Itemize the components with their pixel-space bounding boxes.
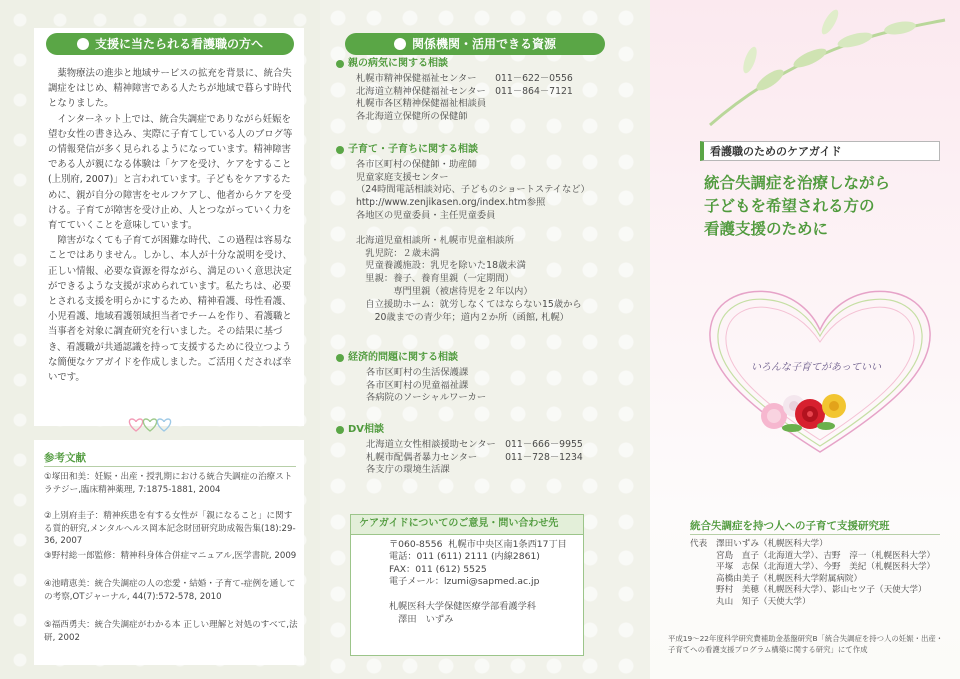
cover-title-line: 看護支援のために <box>704 220 829 238</box>
contact-line: 〒060-8556 札幌市中央区南1条西17丁目 <box>389 538 567 550</box>
team-member-name: 宮島 直子（北海道大学）、吉野 淳一（札幌医科大学） <box>716 550 936 561</box>
bullet-icon <box>336 60 344 68</box>
reference-item: ④池晴恵美：統合失調症の人の恋愛・結婚・子育て-症例を通しての考察,OTジャーナル, 44(7):572-578, 2010 <box>44 579 296 602</box>
contact-box <box>350 514 584 656</box>
section-title: DV相談 <box>348 424 385 435</box>
spacer <box>389 589 583 601</box>
bullet-icon <box>394 38 406 50</box>
team-member-name: 平塚 志保（北海道大学）、今野 美紀（札幌医科大学） <box>716 562 936 573</box>
section-title: 親の病気に関する相談 <box>348 58 448 69</box>
team-divider <box>690 534 940 535</box>
resource-line: 児童家庭支援センター <box>356 171 449 183</box>
resource-line: （24時間電話相談対応、子どものショートステイなど） <box>356 184 590 196</box>
team-member-name: 野村 美穂（札幌医科大学）、影山セツ子（天使大学） <box>716 585 927 596</box>
team-member <box>690 551 950 563</box>
reference-item: ②上別府圭子：精神疾患を有する女性が「親になること」に関する質的研究,メンタルヘルス岡本記念財団研究助成報告集(18):29-36, 2007 <box>44 511 296 547</box>
cover-title-line: 統合失調症を治療しながら <box>704 174 891 192</box>
hearts-ornament-icon <box>126 416 186 434</box>
resource-line: 里親：養子、養育里親（一定期間） <box>356 273 515 285</box>
grant-footnote: 平成19～22年度科学研究費補助金基盤研究B「統合失調症を持つ人の妊娠・出産・子育てへの看護支援プログラム構築に関する研究」にて作成 <box>668 634 944 654</box>
resource-line: 児童養護施設：乳児を除いた18歳未満 <box>356 260 526 272</box>
team-title: 統合失調症を持つ人への子育て支援研究班 <box>690 520 890 532</box>
resource-link[interactable]: http://www.zenjikasen.org/index.htm参照 <box>356 197 546 209</box>
resource-line: 各北海道立保健所の保健師 <box>356 111 468 123</box>
resource-line: 北海道立精神保健福祉センター 011－864－7121 <box>356 85 573 97</box>
resource-section-childcare <box>336 144 636 324</box>
resource-line: 札幌市配偶者暴力センター 011－728－1234 <box>366 451 583 463</box>
team-role <box>690 585 716 597</box>
bullet-icon <box>77 38 89 50</box>
resource-line: 各病院のソーシャルワーカー <box>366 392 487 404</box>
section-title: 子育て・子育ちに関する相談 <box>348 144 478 155</box>
flower-sprig-icon <box>690 0 950 130</box>
reference-item: ⑤福西勇夫：統合失調症がわかる本 正しい理解と対処のすべて,法研, 2002 <box>44 620 298 643</box>
resource-line: 各地区の児童委員・主任児童委員 <box>356 209 496 221</box>
team-member <box>690 539 950 551</box>
team-list <box>690 539 950 609</box>
resource-line: 札幌市各区精神保健福祉相談員 <box>356 98 487 110</box>
contact-email[interactable]: 電子メール：lzumi@sapmed.ac.jp <box>389 576 540 588</box>
bullet-icon <box>336 426 344 434</box>
resource-line: 乳児院：２歳未満 <box>356 247 440 259</box>
flower-bouquet-icon <box>752 382 862 442</box>
spacer <box>356 223 636 235</box>
resource-line: 北海道児童相談所・札幌市児童相談所 <box>356 234 515 246</box>
team-member-name: 高橋由美子（札幌医科大学附属病院） <box>716 573 863 584</box>
cover-title <box>704 172 950 241</box>
team-member-name: 丸山 知子（天使大学） <box>716 596 811 607</box>
contact-line: 澤田 いずみ <box>389 613 454 625</box>
contact-fax: FAX：011 (612) 5525 <box>389 563 487 575</box>
contact-line: 札幌医科大学保健医療学部看護学科 <box>389 600 536 612</box>
bullet-icon <box>336 146 344 154</box>
guide-label: 看護職のためのケアガイド <box>700 141 940 161</box>
intro-paragraph: 障害がなくても子育てが困難な時代、この過程は容易なことではありません。しかし、本人が十分な説明を受け、正しい情報、必要な資源を得ながら、満足のいく意思決定ができるような支援が求められています。私たちは、必要とされる支援を明らかにするため、精神看護、母性看護、小児看護、地域看護領域担当者でチームを作り、看護職と当事者を対象に調査研究を行いました。その結果に基づき、看護職が共通認識を持って支援するために役立つような簡便なケアガイドを作成しました。ご活用くだされば幸いです。 <box>48 235 292 384</box>
resource-section-parent-illness <box>336 58 636 124</box>
resource-section-dv <box>336 424 636 477</box>
bullet-icon <box>336 354 344 362</box>
resource-line: 札幌市精神保健福祉センター 011－622－0556 <box>356 72 573 84</box>
team-member <box>690 585 950 597</box>
team-role <box>690 574 716 586</box>
cover-title-line: 子どもを希望される方の <box>704 197 875 215</box>
resources-header: 関係機関・活用できる資源 <box>345 33 605 55</box>
team-role <box>690 551 716 563</box>
resource-line: 専門里親（被虐待児を２年以内） <box>356 285 533 297</box>
team-member <box>690 574 950 586</box>
team-member-name: 澤田いずみ（札幌医科大学） <box>716 539 828 549</box>
team-role <box>690 597 716 609</box>
support-header: 支援に当たられる看護職の方へ <box>46 33 294 55</box>
resource-line: 各市区町村の児童福祉課 <box>366 379 469 391</box>
resource-line: 20歳までの青少年；道内２か所（函館, 札幌） <box>356 311 569 323</box>
heart-caption: いろんな子育てがあっていい <box>751 362 881 373</box>
resource-line: 各市区町村の生活保護課 <box>366 366 469 378</box>
team-member <box>690 562 950 574</box>
contact-phone: 電話：011 (611) 2111 (内線2861) <box>389 551 540 563</box>
resource-line: 北海道立女性相談援助センター 011－666－9955 <box>366 438 583 450</box>
references-divider <box>44 466 296 467</box>
contact-title: ケアガイドについてのご意見・問い合わせ先 <box>351 515 583 535</box>
team-role <box>690 562 716 574</box>
intro-text <box>48 66 296 385</box>
reference-item: ③野村総一郎監修：精神科身体合併症マニュアル,医学書院, 2009 <box>44 551 297 561</box>
section-title: 経済的問題に関する相談 <box>348 352 458 363</box>
resource-line: 各支庁の環境生活課 <box>366 464 450 476</box>
resource-line: 自立援助ホーム：就労しなくてはならない15歳から <box>356 298 582 310</box>
resource-line: 各市区町村の保健師・助産師 <box>356 158 477 170</box>
intro-paragraph: 薬物療法の進歩と地域サービスの拡充を背景に、統合失調症をはじめ、精神障害である人たちが地域で暮らす時代となりました。 <box>48 68 292 110</box>
intro-paragraph: インターネット上では、統合失調症でありながら妊娠を望む女性の書き込み、実際に子育てしている人のブログ等の情報発信が多く見られるようになっています。精神障害である人が親になる体験は「ケアを受け、ケアをすること(上別府, 2007)」と言われています。子どもをケアするために、親が自分の障害をセルフケアし、他者からケアを受ける。子育てが障害を受け止め、人とつながっていく力を育てていくことを意味しています。 <box>48 113 293 232</box>
reference-item: ①塚田和美：妊娠・出産・授乳期における統合失調症の治療ストラテジー,臨床精神薬理, 7:1875-1881, 2004 <box>44 472 293 495</box>
team-role: 代表 <box>690 539 708 549</box>
references-title: 参考文献 <box>44 452 86 464</box>
team-member <box>690 597 950 609</box>
resource-section-economic <box>336 352 636 405</box>
